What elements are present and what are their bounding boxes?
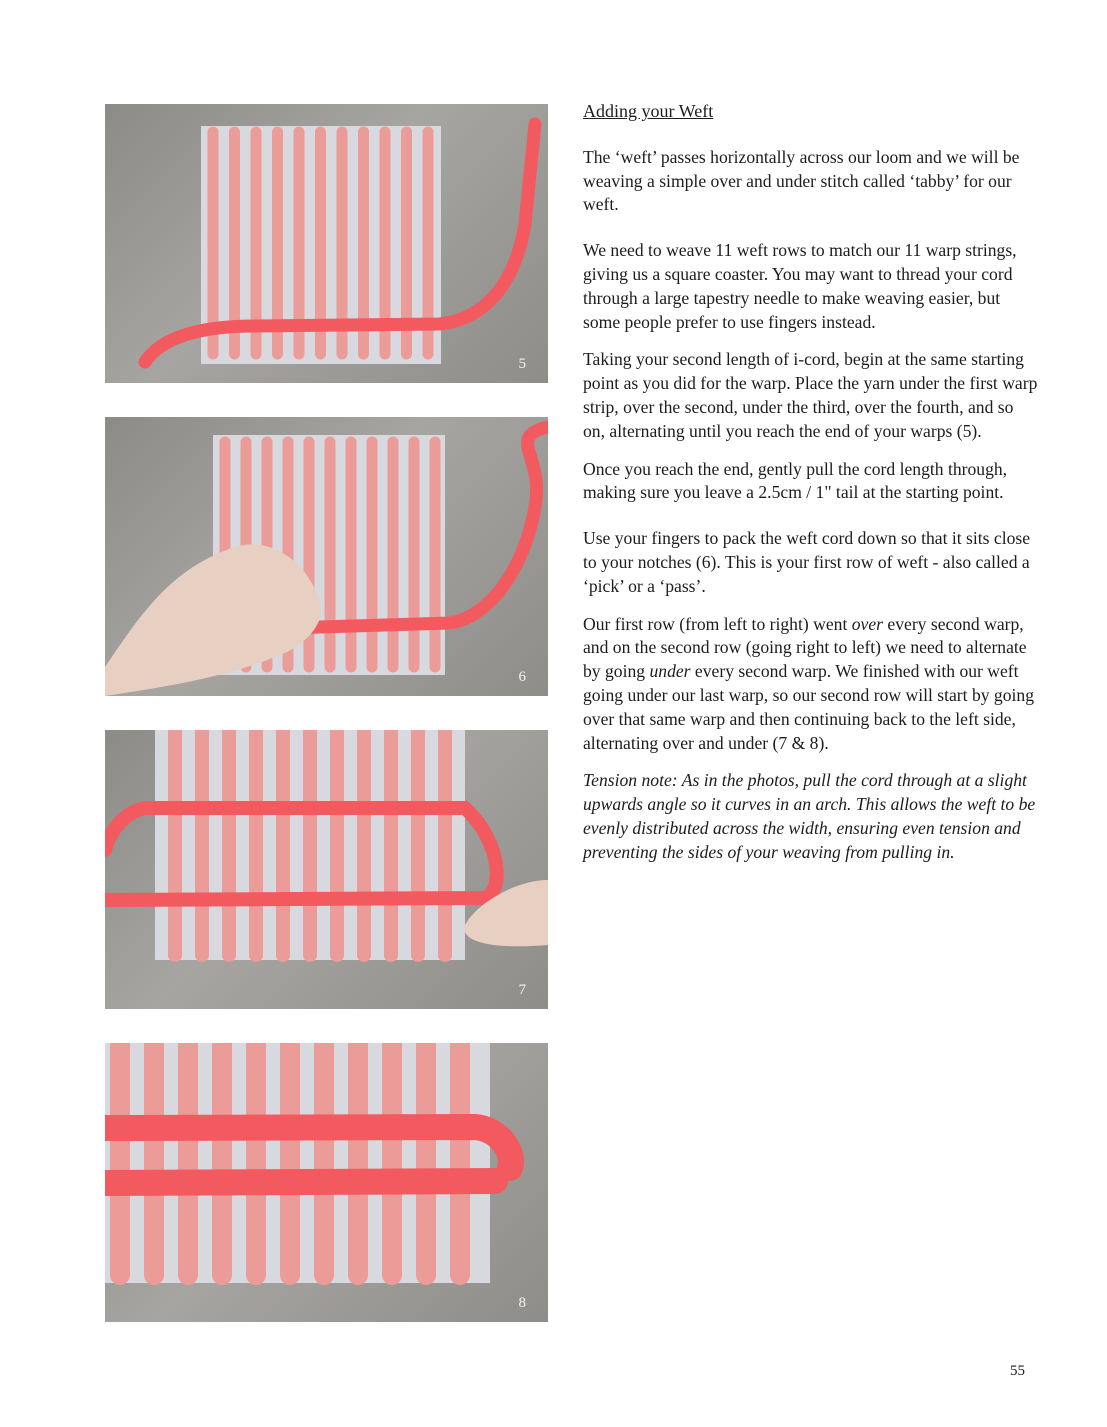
weft-cord <box>105 1181 495 1183</box>
photo-number: 5 <box>518 356 526 372</box>
paragraph: We need to weave 11 weft rows to match our 11 warp strings, giving us a square coaster. You may want to thread your cord through a large tapestry needle to make weaving easier, but some people prefer to use fingers instead. <box>583 240 1017 332</box>
page-number: 55 <box>1010 1363 1025 1379</box>
paragraph: Once you reach the end, gently pull the cord length through, making sure you leave a 2.5cm / 1" tail at the starting point. <box>583 458 1008 503</box>
photo-step-5 <box>105 104 548 383</box>
paragraph: Our first row (from left to right) went over every second warp, and on the second row (going right to left) we need to alternate by going under every second warp. We finished with our weft going under our last warp, so our second row will start by going over that same warp and then continuing back to the left side, alternating over and under (7 & 8). <box>583 613 1035 753</box>
paragraph: Use your fingers to pack the weft cord down so that it sits close to your notches (6). This is your first row of weft - also called a ‘pick’ or a ‘pass’. <box>583 528 1031 596</box>
tension-note: Tension note: As in the photos, pull the cord through at a slight upwards angle so it curves in an arch. This allows the weft to be evenly distributed across the width, ensuring even tension and preventing the sides of your weaving from pulling in. <box>583 770 1036 862</box>
paragraph: The ‘weft’ passes horizontally across our loom and we will be weaving a simple over and under stitch called ‘tabby’ for our weft. <box>583 146 1020 215</box>
emphasis: under <box>649 661 691 682</box>
loom-illustration <box>105 104 548 383</box>
paragraph: Taking your second length of i-cord, begin at the same starting point as you did for the warp. Place the yarn under the first warp strip, over the second, under the third, over the fourth, and so on, alternating until you reach the end of your warps (5). <box>583 349 1038 441</box>
photo-number: 8 <box>518 1295 526 1311</box>
hand <box>464 880 548 946</box>
emphasis: over <box>851 613 883 634</box>
loom-illustration <box>105 417 548 696</box>
photo-number: 6 <box>518 669 526 685</box>
photo-step-6 <box>105 417 548 696</box>
photo-step-7 <box>105 730 548 1009</box>
photo-number: 7 <box>518 982 526 998</box>
section-heading: Adding your Weft <box>583 101 714 121</box>
loom-illustration <box>105 730 548 1009</box>
photo-step-8 <box>105 1043 548 1322</box>
article-body <box>583 100 1038 879</box>
loom-illustration <box>105 1043 548 1322</box>
